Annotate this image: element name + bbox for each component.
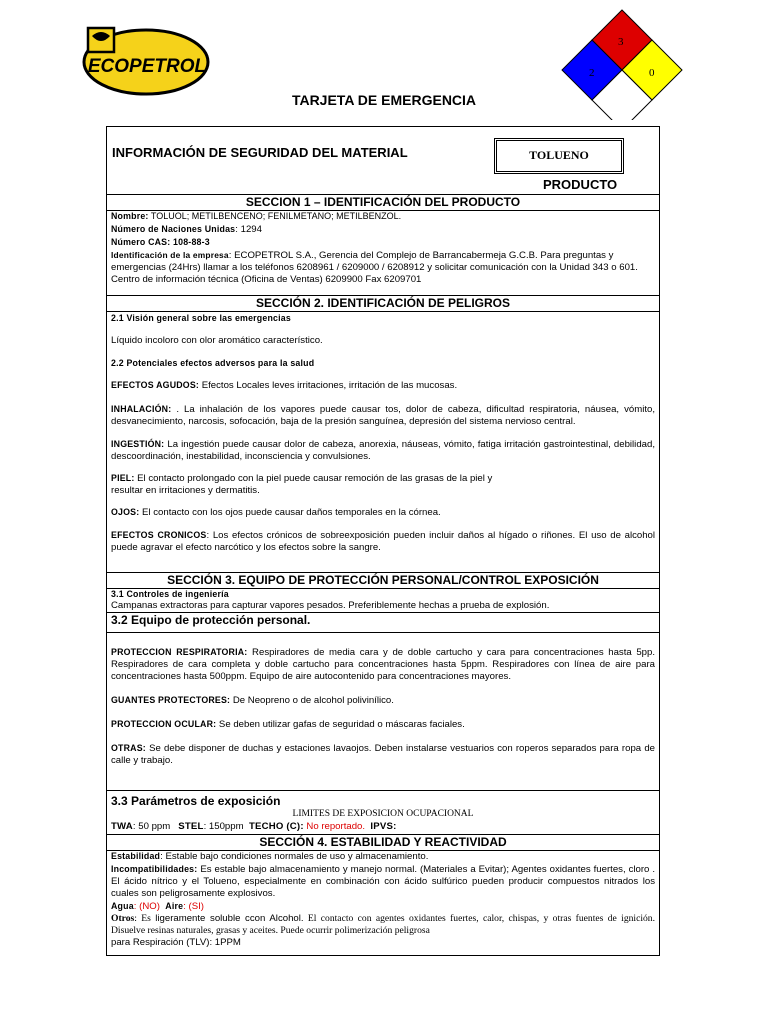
- section-3-2-body: PROTECCION RESPIRATORIA: Respiradores de media cara y de doble cartucho y cara para concentraciones hasta 5pp. Respiradores de cara completa y doble cartucho para concentraciones hasta 5ppm. Respiradores con línea de aire para concentraciones hasta 500ppm. Equipo de aire autocontenido para concentraciones mayores. GUANTES PROTECTORES: De Neopreno o de alcohol polivinílico. PROTECCION OCULAR: Se deben utilizar gafas de seguridad o máscaras faciales. OTRAS: Se debe disponer de duchas y estaciones lavaojos. Deben instalarse vestuarios con roperos separados para ropa de calle y trabajo.: [111, 647, 655, 766]
- nfpa-fire: 3: [618, 36, 624, 48]
- divider: [107, 632, 659, 633]
- exposure-limits: TWA: 50 ppm STEL: 150ppm TECHO (C): No reportado. IPVS:: [111, 821, 397, 832]
- info-title: INFORMACIÓN DE SEGURIDAD DEL MATERIAL: [112, 145, 408, 160]
- limites-heading: LIMITES DE EXPOSICION OCUPACIONAL: [292, 809, 474, 819]
- nfpa-health: 2: [589, 67, 595, 79]
- nfpa-reactivity: 0: [649, 67, 655, 79]
- section-3-2-title: 3.2 Equipo de protección personal.: [111, 613, 311, 627]
- section-1-title: SECCION 1 – IDENTIFICACIÓN DEL PRODUCTO: [107, 194, 659, 211]
- product-label: PRODUCTO: [543, 177, 618, 192]
- svg-text:ECOPETROL: ECOPETROL: [87, 56, 207, 77]
- section-3-1: 3.1 Controles de ingeniería Campanas extractoras para capturar vapores pesados. Preferiblemente hechas a prueba de explosión.: [111, 589, 550, 611]
- section-1-body: Nombre: TOLUOL; METILBENCENO; FENILMETANO; METILBENZOL. Número de Naciones Unidas: 1294 Número CAS: 108-88-3 Identificación de la empresa: ECOPETROL S.A., Gerencia del Complejo de Barrancabermeja G.C.B. Para preguntas y emergencias (24Hrs) llamar a los teléfonos 6208961 / 6209000 / 6208912 y solicitar comunicación con la Unidad 343 o 601. Centro de información técnica (Oficina de Ventas) 6209900 Fax 6209701: [111, 211, 638, 285]
- product-name-box: TOLUENO: [494, 138, 624, 174]
- section-3-3-title: 3.3 Parámetros de exposición: [111, 794, 281, 808]
- divider: [107, 790, 659, 791]
- card-title: TARJETA DE EMERGENCIA: [291, 92, 477, 108]
- section-4-title: SECCIÓN 4. ESTABILIDAD Y REACTIVIDAD: [107, 834, 659, 851]
- ecopetrol-logo: [78, 22, 210, 100]
- section-3-title: SECCIÓN 3. EQUIPO DE PROTECCIÓN PERSONAL/CONTROL EXPOSICIÓN: [107, 572, 659, 589]
- section-2-body: 2.1 Visión general sobre las emergencias Líquido incoloro con olor aromático característico. 2.2 Potenciales efectos adversos para la salud EFECTOS AGUDOS: Efectos Locales leves irritaciones, irritación de las mucosas. INHALACIÓN: . La inhalación de los vapores puede causar tos, dolor de cabeza, dificultad respiratoria, náusea, vómito, desvanecimiento, narcosis, sofocación, baja de la presión sanguínea, depresión del sistema nervioso central. INGESTIÓN: La ingestión puede causar dolor de cabeza, anorexia, náuseas, vómito, fatiga irritación gastrointestinal, debilidad, descoordinación, inestabilidad, inconsciencia y convulsiones. PIEL: El contacto prolongado con la piel puede causar remoción de las grasas de la piel y resultar en irritaciones y dermatitis. OJOS: El contacto con los ojos puede causar daños temporales en la córnea. EFECTOS CRONICOS: Los efectos crónicos de sobreexposición pueden incluir daños al hígado o riñones. El uso de alcohol puede agravar el efecto narcótico y los efectos sobre la sangre.: [111, 313, 656, 553]
- section-2-title: SECCIÓN 2. IDENTIFICACIÓN DE PELIGROS: [107, 295, 659, 312]
- section-4-body: Estabilidad: Estable bajo condiciones normales de uso y almacenamiento. Incompatibilidades: Es estable bajo almacenamiento y manejo normal. (Materiales a Evitar); Agentes oxidantes fuertes, cloro . El ácido nítrico y el Tolueno, especialmente en combinación con ácido sulfúrico pueden producir compuestos nitrados los cuales son peligrosamente explosivos. Agua: (NO) Aire: (SI) Otros: Es ligeramente soluble ccon Alcohol. El contacto con agentes oxidantes fuertes, calor, chispas, y otras fuentes de ignición. Disuelve resinas naturales, grasas y aceites. Puede ocurrir polimerización peligrosa para Respiración (TLV): 1PPM: [111, 851, 655, 948]
